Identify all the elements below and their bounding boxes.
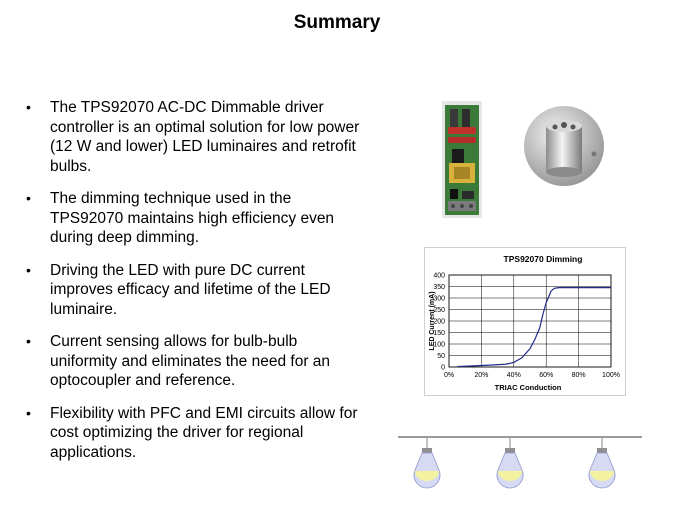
- chart-title: TPS92070 Dimming: [503, 254, 583, 264]
- y-tick-labels: [433, 273, 445, 372]
- bullet-text: Driving the LED with pure DC current improves efficacy and lifetime of the LED luminaire.: [50, 261, 331, 318]
- y-tick-label: 100: [433, 341, 445, 349]
- bullet-text: The dimming technique used in the TPS92070 maintains high efficiency even during deep dimming.: [50, 190, 335, 246]
- x-tick-label: 100%: [602, 372, 620, 379]
- y-tick-label: 50: [437, 353, 445, 360]
- bullet-text: Flexibility with PFC and EMI circuits allow for cost optimizing the driver for regional applications.: [50, 404, 358, 461]
- dimming-chart: [424, 247, 626, 396]
- bullet-glyph: •: [26, 261, 31, 278]
- bullet-text: Current sensing allows for bulb-bulb uniformity and eliminates the need for an optocoupler and reference.: [50, 333, 331, 389]
- chart-gridlines: [449, 275, 611, 367]
- pendant-bulb: [589, 437, 615, 488]
- bullet-item: [26, 261, 366, 320]
- summary-bullet-list: [26, 98, 366, 475]
- driver-board-image: [442, 101, 482, 218]
- x-tick-label: 20%: [474, 372, 489, 379]
- y-tick-label: 150: [433, 330, 445, 337]
- bullet-text: The TPS92070 AC-DC Dimmable driver controller is an optimal solution for low power (12 W and lower) LED luminaires and retrofit bulbs.: [50, 99, 360, 175]
- bullet-glyph: •: [26, 404, 31, 421]
- x-tick-label: 0%: [443, 372, 455, 379]
- bullet-glyph: •: [26, 333, 31, 349]
- y-tick-label: 200: [433, 318, 445, 326]
- x-tick-label: 80%: [571, 372, 586, 379]
- bullet-item: [26, 404, 366, 463]
- y-axis-label: LED Current (mA): [429, 291, 436, 351]
- series-line-led-current: [457, 288, 611, 367]
- bullet-item: [26, 332, 366, 391]
- slide-title: Summary: [293, 12, 381, 33]
- pendant-bulb: [414, 437, 440, 488]
- x-tick-label: 40%: [506, 372, 521, 379]
- luminaire-image: [522, 104, 606, 188]
- y-tick-label: 0: [441, 364, 445, 372]
- y-tick-label: 400: [433, 272, 445, 280]
- bullet-item: [26, 189, 366, 248]
- x-tick-label: 60%: [539, 372, 554, 379]
- x-axis-label: TRIAC Conduction: [494, 383, 562, 392]
- pendant-bulbs-illustration: [398, 432, 642, 492]
- bullet-glyph: •: [26, 99, 31, 115]
- y-tick-label: 300: [433, 295, 445, 303]
- y-tick-label: 250: [433, 307, 445, 314]
- y-tick-label: 350: [433, 284, 445, 291]
- bullet-glyph: •: [26, 190, 31, 206]
- pendant-bulb: [497, 437, 523, 488]
- x-tick-labels: [444, 372, 620, 379]
- bullet-item: [26, 98, 366, 176]
